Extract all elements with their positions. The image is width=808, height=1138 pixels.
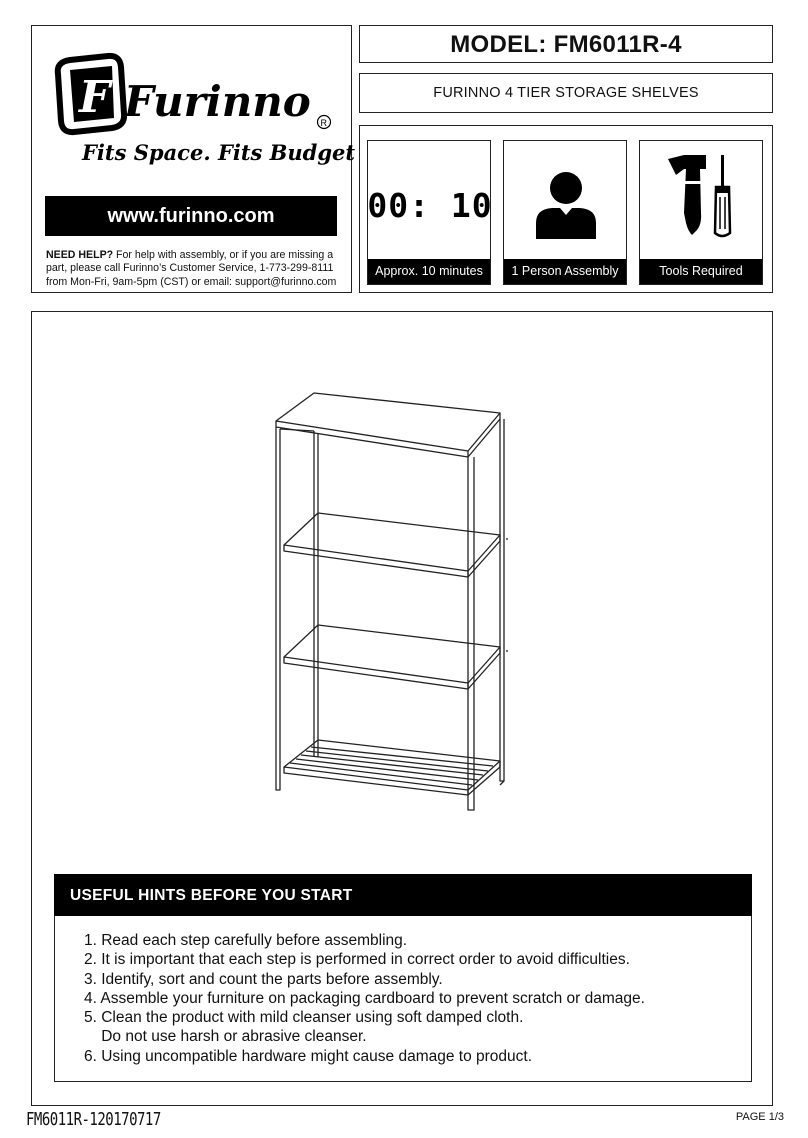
tools-label: Tools Required xyxy=(640,259,762,284)
model-title-box xyxy=(359,25,773,63)
hints-header xyxy=(54,874,752,916)
tools-icon xyxy=(664,153,744,239)
person-count-label: 1 Person Assembly xyxy=(504,259,626,284)
hint-item: 4. Assemble your furniture on packaging cardboard to prevent scratch or damage. xyxy=(84,989,645,1007)
hints-list xyxy=(84,931,645,1066)
person-icon xyxy=(534,171,598,241)
help-text xyxy=(46,249,346,289)
brand-tagline: Fits Space. Fits Budget xyxy=(82,140,356,165)
person-count-card xyxy=(503,140,627,285)
website-banner[interactable]: www.furinno.com xyxy=(45,196,337,236)
assembly-time-card xyxy=(367,140,491,285)
assembly-time-label: Approx. 10 minutes xyxy=(368,259,490,284)
help-line-3: from Mon-Fri, 9am-5pm (CST) or email: support@furinno.com xyxy=(46,275,337,288)
product-name-box xyxy=(359,73,773,113)
furinno-logo xyxy=(48,52,356,168)
document-code: FM6011R-120170717 xyxy=(26,1110,161,1130)
svg-text:R: R xyxy=(320,118,327,128)
tools-card xyxy=(639,140,763,285)
help-line-2: part, please call Furinno’s Customer Service, 1-773-299-8111 xyxy=(46,262,334,275)
svg-text:F: F xyxy=(79,72,111,123)
logo-badge xyxy=(58,56,124,132)
brand-wordmark: Furinno xyxy=(124,77,311,126)
page-number: PAGE 1/3 xyxy=(735,1111,784,1123)
hint-item: Do not use harsh or abrasive cleanser. xyxy=(84,1028,367,1046)
svg-text:00: 10: 00: 10 xyxy=(367,186,493,225)
hint-item: 2. It is important that each step is performed in correct order to avoid difficulties. xyxy=(84,951,630,969)
product-name: FURINNO 4 TIER STORAGE SHELVES xyxy=(433,85,699,101)
hint-item: 3. Identify, sort and count the parts before assembly. xyxy=(84,970,443,988)
hints-title: USEFUL HINTS BEFORE YOU START xyxy=(70,887,353,904)
clock-display-icon xyxy=(367,186,493,225)
hint-item: 6. Using uncompatible hardware might cause damage to product. xyxy=(84,1047,533,1065)
hint-item: 5. Clean the product with mild cleanser using soft damped cloth. xyxy=(84,1009,524,1027)
help-line-1: For help with assembly, or if you are missing a xyxy=(113,249,334,261)
hint-item: 1. Read each step carefully before assembling. xyxy=(84,932,408,949)
help-lead: NEED HELP? xyxy=(46,249,114,261)
model-title: MODEL: FM6011R-4 xyxy=(450,31,682,58)
shelf-illustration xyxy=(270,385,520,815)
